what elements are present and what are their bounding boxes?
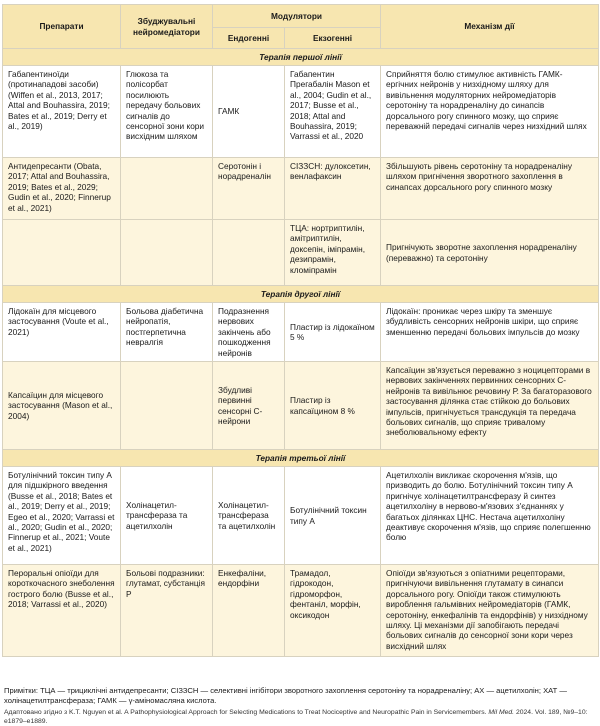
table-row <box>3 158 599 220</box>
table-row <box>3 467 599 565</box>
cell-exogenous: Пластир із капсаїцином 8 % <box>285 362 381 450</box>
cell-exogenous: Пластир із лідокаїном 5 % <box>285 303 381 362</box>
table-row <box>3 220 599 286</box>
cell-endogenous: Збудливі первинні сенсорні С-нейрони <box>213 362 285 450</box>
section-heading <box>3 49 599 66</box>
cell-mechanism: Збільшують рівень серотоніну та норадреналіну шляхом пригнічення зворотного захоплення в синапсах дорсального рогу спинного мозку <box>381 158 599 220</box>
cell-drug: Габапентиноїди (протинападові засоби) (Wiffen et al., 2013, 2017; Attal and Bouhassira, 2019; Bates et al., 2019; Derry et al., 2019) <box>3 66 121 158</box>
cell-mechanism: Лідокаїн: проникає через шкіру та зменшує збудливість сенсорних нейронів шкіри, що сприяє зменшенню передачі больових імпульсів до мозку <box>381 303 599 362</box>
cell-exogenous: Ботулінічний токсин типу А <box>285 467 381 565</box>
header-stimulating: Збуджувальні нейромедіатори <box>121 5 213 49</box>
pain-therapy-table <box>2 4 599 657</box>
cell-exogenous: СІЗЗСН: дулоксетин, венлафаксин <box>285 158 381 220</box>
header-mechanism: Механізм дії <box>381 5 599 49</box>
header-drugs: Препарати <box>3 5 121 49</box>
cell-stimulating: Глюкоза та полісорбат посилюють передачу больових сигналів до сенсорної зони кори висхідним шляхом <box>121 66 213 158</box>
section-heading <box>3 286 599 303</box>
cell-drug: Пероральні опіоїди для короткочасного знеболення гострого болю (Busse et al., 2018; Varrassi et al., 2020) <box>3 565 121 657</box>
header-modulators: Модулятори <box>213 5 381 28</box>
cell-exogenous: Габапентин Прегабалін Mason et al., 2004; Gudin et al., 2017; Busse et al., 2018; Attal and Bouhassira, 2019; Varrassi et al., 2020 <box>285 66 381 158</box>
cell-endogenous: Серотонін і норадреналін <box>213 158 285 220</box>
cell-mechanism: Ацетилхолін викликає скорочення м'язів, що призводить до болю. Ботулінічний токсин типу А пригнічує холінацетилтрансферазу й синтез ацетилхоліну в нервово-м'язових з'єднаннях у багатьох ділянках ЦНС. Нестача ацетилхоліну деактивує скорочення м'язів, що сприяє полегшенню болю <box>381 467 599 565</box>
cell-endogenous: Енкефаліни, ендорфіни <box>213 565 285 657</box>
cell-exogenous: Трамадол, гідрокодон, гідроморфон, фентаніл, морфін, оксикодон <box>285 565 381 657</box>
cell-endogenous: ГАМК <box>213 66 285 158</box>
header-endogenous: Ендогенні <box>213 28 285 49</box>
section-title: Терапія другої лінії <box>3 286 599 303</box>
section-heading <box>3 450 599 467</box>
table-header <box>3 5 599 49</box>
table-row <box>3 66 599 158</box>
cell-mechanism: Пригнічують зворотне захоплення норадреналіну (переважно) та серотоніну <box>381 220 599 286</box>
cell-stimulating: Холінацетил-трансфераза та ацетилхолін <box>121 467 213 565</box>
cell-endogenous: Подразнення нервових закінчень або пошкодження нейронів <box>213 303 285 362</box>
cell-mechanism: Капсаїцин зв'язується переважно з ноцицепторами в нервових закінченнях первинних сенсорних С-нейронів та вивільнює речовину Р. За багаторазового застосування ділянка стає стійкою до больових імпульсів, пригнічується трансдукція та передача больових сигналів, що сприяє тривалому знеболювальному ефекту <box>381 362 599 450</box>
cell-stimulating <box>121 158 213 220</box>
cell-mechanism: Опіоїди зв'язуються з опіатними рецепторами, пригнічуючи вивільнення глутамату в синапси дорсального рогу. Опіоїди також стимулюють вироблення гальмівних нейромедіаторів (ГАМК, серотоніну, енкефалінів та ендорфінів) у низхідному шляху. Ці механізми дії запобігають передачі больових сигналів до сенсорної зони кори через висхідний шлях <box>381 565 599 657</box>
source-citation <box>4 708 596 726</box>
source-suffix: 2024. Vol. 189, №9–10: e1879–e1889. <box>4 709 588 725</box>
cell-drug: Антидепресанти (Obata, 2017; Attal and Bouhassira, 2019; Bates et al., 2029; Gudin et al., 2020; Finnerup et al., 2021) <box>3 158 121 220</box>
cell-stimulating: Больові подразники: глутамат, субстанція Р <box>121 565 213 657</box>
cell-stimulating <box>121 220 213 286</box>
cell-stimulating <box>121 362 213 450</box>
cell-endogenous <box>213 220 285 286</box>
header-exogenous: Екзогенні <box>285 28 381 49</box>
cell-drug: Капсаїцин для місцевого застосування (Mason et al., 2004) <box>3 362 121 450</box>
section-title: Терапія третьої лінії <box>3 450 599 467</box>
cell-mechanism: Сприйняття болю стимулює активність ГАМК-ергічних нейронів у низхідному шляху для вивільнення модуляторних нейромедіаторів серотоніну та норадреналіну до синапсів дорсального рогу спинного мозку, що сприяє переважній передачі сигналів через низхідний шлях <box>381 66 599 158</box>
cell-drug: Лідокаїн для місцевого застосування (Voute et al., 2021) <box>3 303 121 362</box>
table-row <box>3 565 599 657</box>
table-body <box>3 49 599 657</box>
table-row <box>3 303 599 362</box>
source-journal: Mil Med. <box>488 709 515 716</box>
table-row <box>3 362 599 450</box>
cell-drug <box>3 220 121 286</box>
section-title: Терапія першої лінії <box>3 49 599 66</box>
cell-drug: Ботулінічний токсин типу А для підшкірного введення (Busse et al., 2018; Bates et al., 2019; Derry et al., 2019; Egeo et al., 2020; Varrassi et al., 2020; Gudin et al., 2020; Finnerup et al., 2021; Voute et al., 2021) <box>3 467 121 565</box>
cell-endogenous: Холінацетил-трансфераза та ацетилхолін <box>213 467 285 565</box>
cell-stimulating: Больова діабетична нейропатія, постгерпетична невралгія <box>121 303 213 362</box>
source-prefix: Адаптовано згідно з K.T. Nguyen et al. A Pathophysiological Approach for Selecting Medications to Treat Nociceptive and Neuropathic Pain in Servicemembers. <box>4 709 487 716</box>
cell-exogenous: ТЦА: нортриптилін, амітриптилін, доксепін, іміпрамін, дезипрамін, кломіпрамін <box>285 220 381 286</box>
table-notes: Примітки: ТЦА — трициклічні антидепресанти; СІЗЗСН — селективні інгібітори зворотного захоплення серотоніну та норадреналіну; АХ — ацетилхолін; ХАТ — холінацетилтрансфераза; ГАМК — γ-аміномасляна кислота. <box>4 686 567 705</box>
